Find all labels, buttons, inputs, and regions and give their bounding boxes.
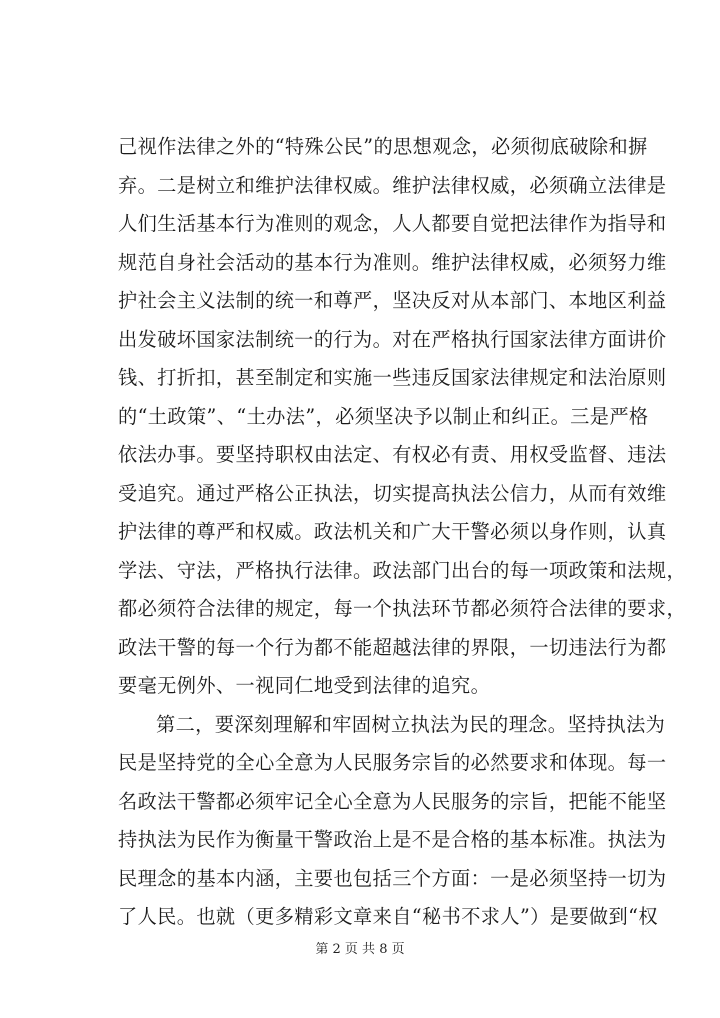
text-line: 钱、打折扣，甚至制定和实施一些违反国家法律规定和法治原则 — [118, 366, 667, 389]
text-line: 名政法干警都必须牢记全心全意为人民服务的宗旨，把能不能坚 — [118, 789, 667, 813]
text-line: 的“土政策”、“土办法”，必须坚决予以制止和纠正。三是严格 — [118, 404, 649, 428]
paragraph-2 — [118, 706, 667, 937]
text-line: 要毫无例外、一视同仁地受到法律的追究。 — [118, 674, 491, 697]
text-line: 都必须符合法律的规定，每一个执法环节都必须符合法律的要求， — [118, 597, 687, 620]
text-line: 民理念的基本内涵，主要也包括三个方面：一是必须坚持一切为 — [118, 866, 667, 890]
text-line: 受追究。通过严格公正执法，切实提高执法公信力，从而有效维 — [118, 481, 667, 505]
text-line: 第二，要深刻理解和牢固树立执法为民的理念。坚持执法为 — [156, 712, 666, 736]
text-line: 民是坚持党的全心全意为人民服务宗旨的必然要求和体现。每一 — [118, 751, 667, 774]
text-line: 持执法为民作为衡量干警政治上是不是合格的基本标准。执法为 — [118, 828, 667, 851]
text-line: 学法、守法，严格执行法律。政法部门出台的每一项政策和法规， — [118, 558, 687, 582]
text-line: 了人民。也就（更多精彩文章来自“秘书不求人”）是要做到“权 — [118, 905, 658, 928]
text-line: 己视作法律之外的“特殊公民”的思想观念，必须彻底破除和摒 — [118, 135, 648, 158]
text-line: 人们生活基本行为准则的观念，人人都要自觉把法律作为指导和 — [118, 212, 667, 235]
text-line: 规范自身社会活动的基本行为准则。维护法律权威，必须努力维 — [118, 250, 667, 274]
text-line: 依法办事。要坚持职权由法定、有权必有责、用权受监督、违法 — [118, 443, 667, 466]
text-line: 弃。二是树立和维护法律权威。维护法律权威，必须确立法律是 — [118, 173, 667, 197]
text-line: 出发破坏国家法制统一的行为。对在严格执行国家法律方面讲价 — [118, 327, 667, 351]
text-line: 护法律的尊严和权威。政法机关和广大干警必须以身作则，认真 — [118, 520, 667, 543]
text-line: 政法干警的每一个行为都不能超越法律的界限，一切违法行为都 — [118, 635, 667, 659]
document-body — [118, 128, 687, 937]
paragraph-1 — [118, 128, 687, 706]
text-line: 护社会主义法制的统一和尊严，坚决反对从本部门、本地区利益 — [118, 289, 667, 312]
page-number-footer: 第 2 页 共 8 页 — [315, 942, 405, 957]
